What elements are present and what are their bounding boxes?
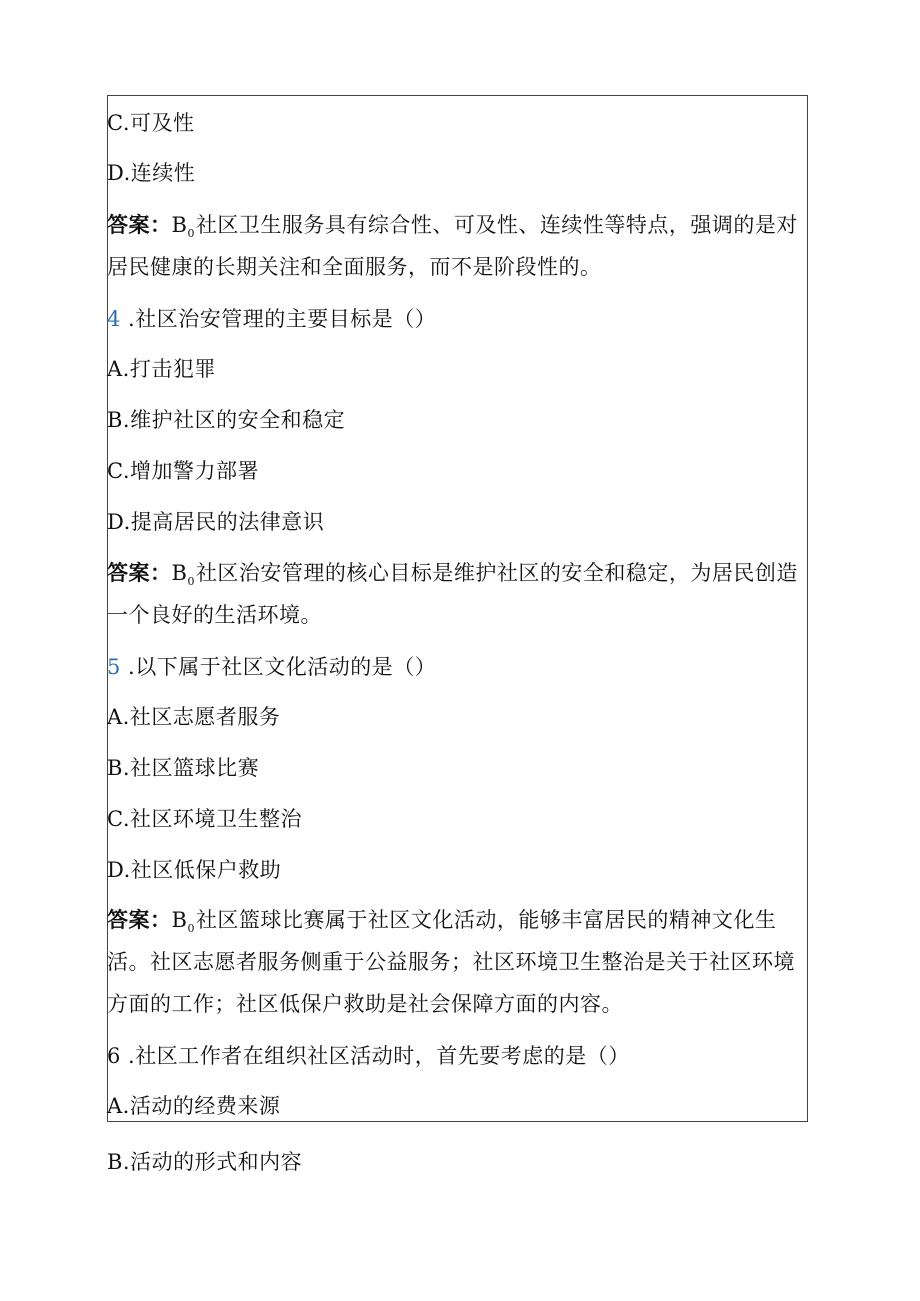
answer-text: 社区治安管理的核心目标是维护社区的安全和稳定，为居民创造	[195, 561, 798, 585]
option-4b: B.维护社区的安全和稳定	[107, 408, 346, 432]
option-3d: D.连续性	[107, 161, 196, 185]
answer-3-line-1	[107, 213, 798, 241]
question-number: 5	[107, 655, 121, 679]
question-text: .社区治安管理的主要目标是（）	[120, 307, 437, 331]
option-4a: A.打击犯罪	[107, 357, 216, 381]
question-text: .以下属于社区文化活动的是（）	[120, 655, 437, 679]
answer-5-line-3: 方面的工作；社区低保户救助是社会保障方面的内容。	[107, 992, 623, 1016]
option-4d: D.提高居民的法律意识	[107, 510, 325, 534]
answer-4-line-2: 一个良好的生活环境。	[107, 603, 322, 627]
option-4c: C.增加警力部署	[107, 459, 259, 483]
answer-subscript: 0	[187, 575, 195, 588]
question-5	[107, 655, 436, 679]
answer-subscript: 0	[187, 922, 195, 935]
answer-label: 答案：	[107, 212, 172, 237]
option-6a: A.活动的经费来源	[107, 1094, 281, 1118]
question-6: 6 .社区工作者在组织社区活动时，首先要考虑的是（）	[107, 1044, 630, 1068]
answer-4-line-1	[107, 561, 798, 589]
option-5d: D.社区低保户救助	[107, 858, 282, 882]
answer-text: 社区卫生服务具有综合性、可及性、连续性等特点，强调的是对	[195, 213, 798, 237]
answer-text: 社区篮球比赛属于社区文化活动，能够丰富居民的精神文化生	[195, 908, 777, 932]
answer-5-line-1	[107, 908, 776, 936]
answer-label: 答案：	[107, 907, 172, 932]
answer-label: 答案：	[107, 560, 172, 585]
option-5c: C.社区环境卫生整治	[107, 807, 302, 831]
question-4	[107, 307, 436, 331]
option-5b: B.社区篮球比赛	[107, 756, 260, 780]
option-3c: C.可及性	[107, 111, 195, 135]
answer-letter: B	[171, 561, 188, 585]
option-5a: A.社区志愿者服务	[107, 705, 281, 729]
answer-subscript: 0	[187, 227, 195, 240]
answer-letter: B	[171, 213, 188, 237]
question-number: 4	[107, 307, 121, 331]
option-6b: B.活动的形式和内容	[107, 1150, 303, 1174]
answer-letter: B	[171, 908, 188, 932]
answer-3-line-2: 居民健康的长期关注和全面服务，而不是阶段性的。	[107, 255, 602, 279]
answer-5-line-2: 活。社区志愿者服务侧重于公益服务；社区环境卫生整治是关于社区环境	[107, 950, 795, 974]
